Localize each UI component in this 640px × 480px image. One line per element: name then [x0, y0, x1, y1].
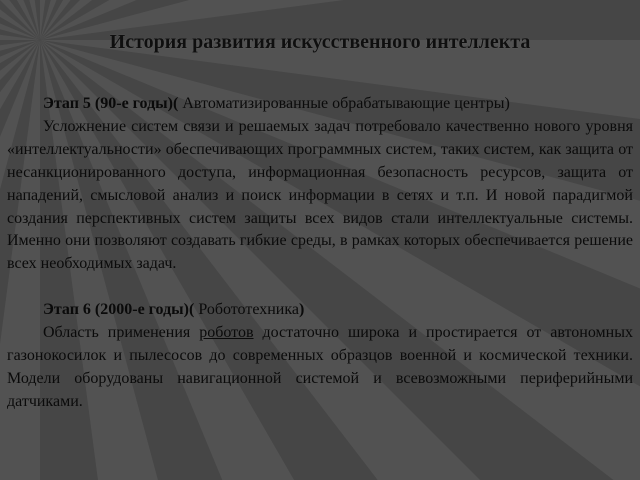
stage6-text-after: достаточно широка и простирается от автономных газонокосилок и пылесосов до современных образцов военной и космической техники. Модели оборудованы навигационной системой и всевозможными периферийными датчиками. — [7, 324, 633, 410]
stage5-paragraph: Усложнение систем связи и решаемых задач потребовало качественно нового уровня «интеллектуальности» обеспечивающих программных систем, таких систем, как защита от несанкционированного доступа, информационная безопасность ресурсов, защита от нападений, смысловой анализ и поиск информации в сетях и т.п. И новой парадигмой создания перспективных систем защиты всех видов стали интеллектуальные системы. Именно они позволяют создавать гибкие среды, в рамках которых обеспечивается решение всех необходимых задач. — [7, 117, 633, 273]
slide-body — [7, 93, 633, 414]
robots-link[interactable]: роботов — [199, 324, 254, 342]
stage5-topic: Автоматизированные обрабатывающие центры) — [178, 95, 510, 112]
paragraph-spacer — [7, 276, 633, 299]
stage5-heading-line — [7, 93, 633, 116]
slide-title: История развития искусственного интеллекта — [109, 31, 531, 53]
stage6-text-before: Область применения — [43, 324, 200, 342]
stage6-topic: Робототехника — [194, 301, 299, 319]
stage6-heading-line — [7, 299, 633, 322]
stage6-label: Этап 6 (2000-е годы)( — [43, 301, 195, 319]
stage6-label-close: ) — [298, 301, 305, 319]
stage5-label: Этап 5 (90-е годы)( — [43, 95, 179, 112]
stage6-paragraph — [7, 322, 633, 414]
